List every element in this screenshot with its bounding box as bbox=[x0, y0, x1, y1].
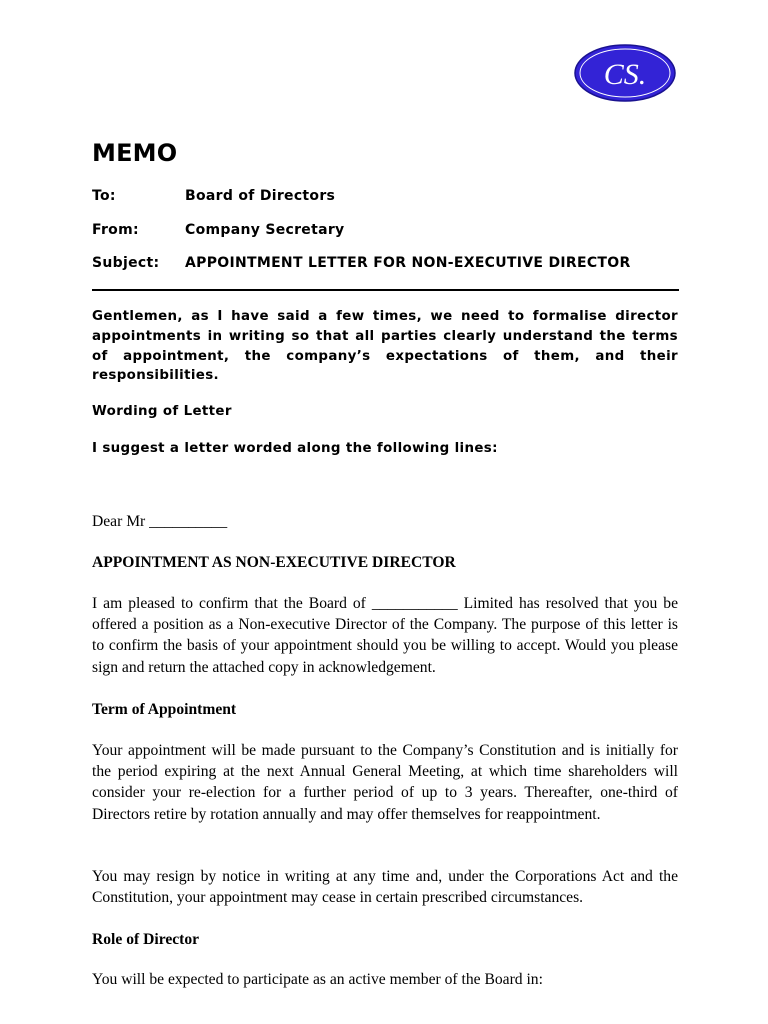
company-logo bbox=[573, 43, 677, 103]
memo-title: MEMO bbox=[92, 139, 178, 167]
subject-value: APPOINTMENT LETTER FOR NON-EXECUTIVE DIRECTOR bbox=[185, 255, 631, 271]
from-row bbox=[92, 222, 344, 238]
letter-salutation: Dear Mr __________ bbox=[92, 513, 228, 530]
role-heading: Role of Director bbox=[92, 931, 200, 948]
subject-label: Subject: bbox=[92, 255, 160, 271]
term-heading: Term of Appointment bbox=[92, 701, 237, 718]
letter-paragraph-2: Your appointment will be made pursuant to the Company’s Constitution and is initially for the period expiring at the next Annual General Meeting, at which time shareholders will consider your re-election for a further period of up to 3 years. Thereafter, one-third of Directors retire by rotation annually and may offer themselves for reappointment. bbox=[92, 742, 678, 823]
letter-paragraph-3: You may resign by notice in writing at any time and, under the Corporations Act and the Constitution, your appointment may cease in certain prescribed circumstances. bbox=[92, 868, 678, 907]
letter-heading: APPOINTMENT AS NON-EXECUTIVE DIRECTOR bbox=[92, 554, 456, 571]
intro-paragraph: Gentlemen, as I have said a few times, we need to formalise director appointments in writing so that all parties clearly understand the terms of appointment, the company’s expectations of them, and their responsibilities. bbox=[92, 309, 678, 384]
to-value: Board of Directors bbox=[185, 188, 336, 204]
letter-paragraph-1: I am pleased to confirm that the Board of ___________ Limited has resolved that you be offered a position as a Non-executive Director of the Company. The purpose of this letter is to confirm the basis of your appointment should you be willing to accept. Would you please sign and return the attached copy in acknowledgement. bbox=[92, 595, 678, 676]
subject-row bbox=[92, 255, 631, 271]
letter-paragraph-4: You will be expected to participate as an active member of the Board in: bbox=[92, 971, 543, 988]
wording-heading: Wording of Letter bbox=[92, 404, 232, 419]
to-row bbox=[92, 188, 335, 204]
to-label: To: bbox=[92, 188, 116, 204]
header-divider bbox=[92, 289, 679, 291]
logo-monogram: CS. bbox=[603, 58, 647, 91]
suggest-line: I suggest a letter worded along the following lines: bbox=[92, 441, 498, 456]
from-value: Company Secretary bbox=[185, 222, 345, 238]
from-label: From: bbox=[92, 222, 139, 238]
